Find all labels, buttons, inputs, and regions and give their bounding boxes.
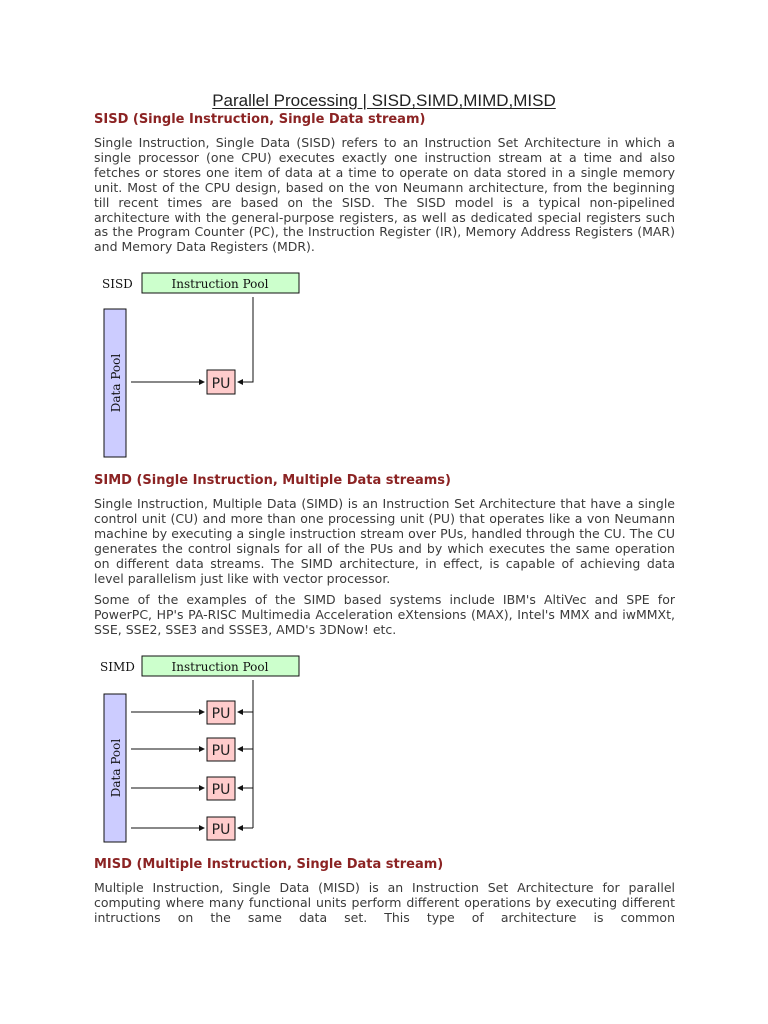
instruction-arrow-head — [237, 379, 243, 385]
pu-label: PU — [211, 822, 231, 838]
simd-label: SIMD — [100, 660, 135, 674]
misd-paragraph: Multiple Instruction, Single Data (MISD) is an Instruction Set Architecture for parallel computing where many functional units perform different operations by executing different intructions on the same data set. This type of architecture is common — [94, 880, 675, 925]
misd-heading: MISD (Multiple Instruction, Single Data stream) — [94, 857, 444, 872]
simd-paragraph-1: Single Instruction, Multiple Data (SIMD) is an Instruction Set Architecture that have a single control unit (CU) and more than one processing unit (PU) that operates like a von Neumann machine by executing a single instruction stream over PUs, handled through the CU. The CU generates the control signals for all of the PUs and by which executes the same operation on different data streams. The SIMD architecture, in effect, is capable of achieving data level parallelism just like with vector processor. — [94, 496, 675, 586]
simd-paragraph-2: Some of the examples of the SIMD based systems include IBM's AltiVec and SPE for PowerPC, HP's PA-RISC Multimedia Acceleration eXtensions (MAX), Intel's MMX and iwMMXt, SSE, SSE2, SSE3 and SSSE3, AMD's 3DNow! etc. — [94, 592, 675, 637]
pu-row-2 — [131, 738, 253, 761]
simd-heading: SIMD (Single Instruction, Multiple Data streams) — [94, 473, 451, 488]
instruction-pool-label: Instruction Pool — [171, 277, 269, 291]
data-pool-label: Data Pool — [109, 353, 123, 413]
pu-label: PU — [211, 743, 231, 759]
data-arrow-head — [199, 379, 205, 385]
page-title: Parallel Processing | SISD,SIMD,MIMD,MISD — [212, 91, 556, 110]
simd-diagram — [0, 645, 768, 850]
pu-label: PU — [211, 782, 231, 798]
sisd-label: SISD — [102, 277, 133, 291]
pu-row-4 — [131, 817, 253, 840]
sisd-diagram — [0, 260, 768, 460]
pu-label: PU — [211, 376, 231, 392]
sisd-paragraph: Single Instruction, Single Data (SISD) refers to an Instruction Set Architecture in which a single processor (one CPU) executes exactly one instruction stream at a time and also fetches or stores one item of data at a time to operate on data stored in a single memory unit. Most of the CPU design, based on the von Neumann architecture, from the beginning till recent times are based on the SISD. The SISD model is a typical non-pipelined architecture with the general-purpose registers, as well as dedicated special registers such as the Program Counter (PC), the Instruction Register (IR), Memory Address Registers (MAR) and Memory Data Registers (MDR). — [94, 135, 675, 255]
instruction-pool-label: Instruction Pool — [171, 660, 269, 674]
instruction-arrow-line — [242, 297, 253, 382]
pu-label: PU — [211, 706, 231, 722]
pu-row-3 — [131, 777, 253, 800]
sisd-heading: SISD (Single Instruction, Single Data stream) — [94, 112, 426, 127]
pu-row-1 — [131, 701, 253, 724]
data-pool-label: Data Pool — [109, 738, 123, 798]
